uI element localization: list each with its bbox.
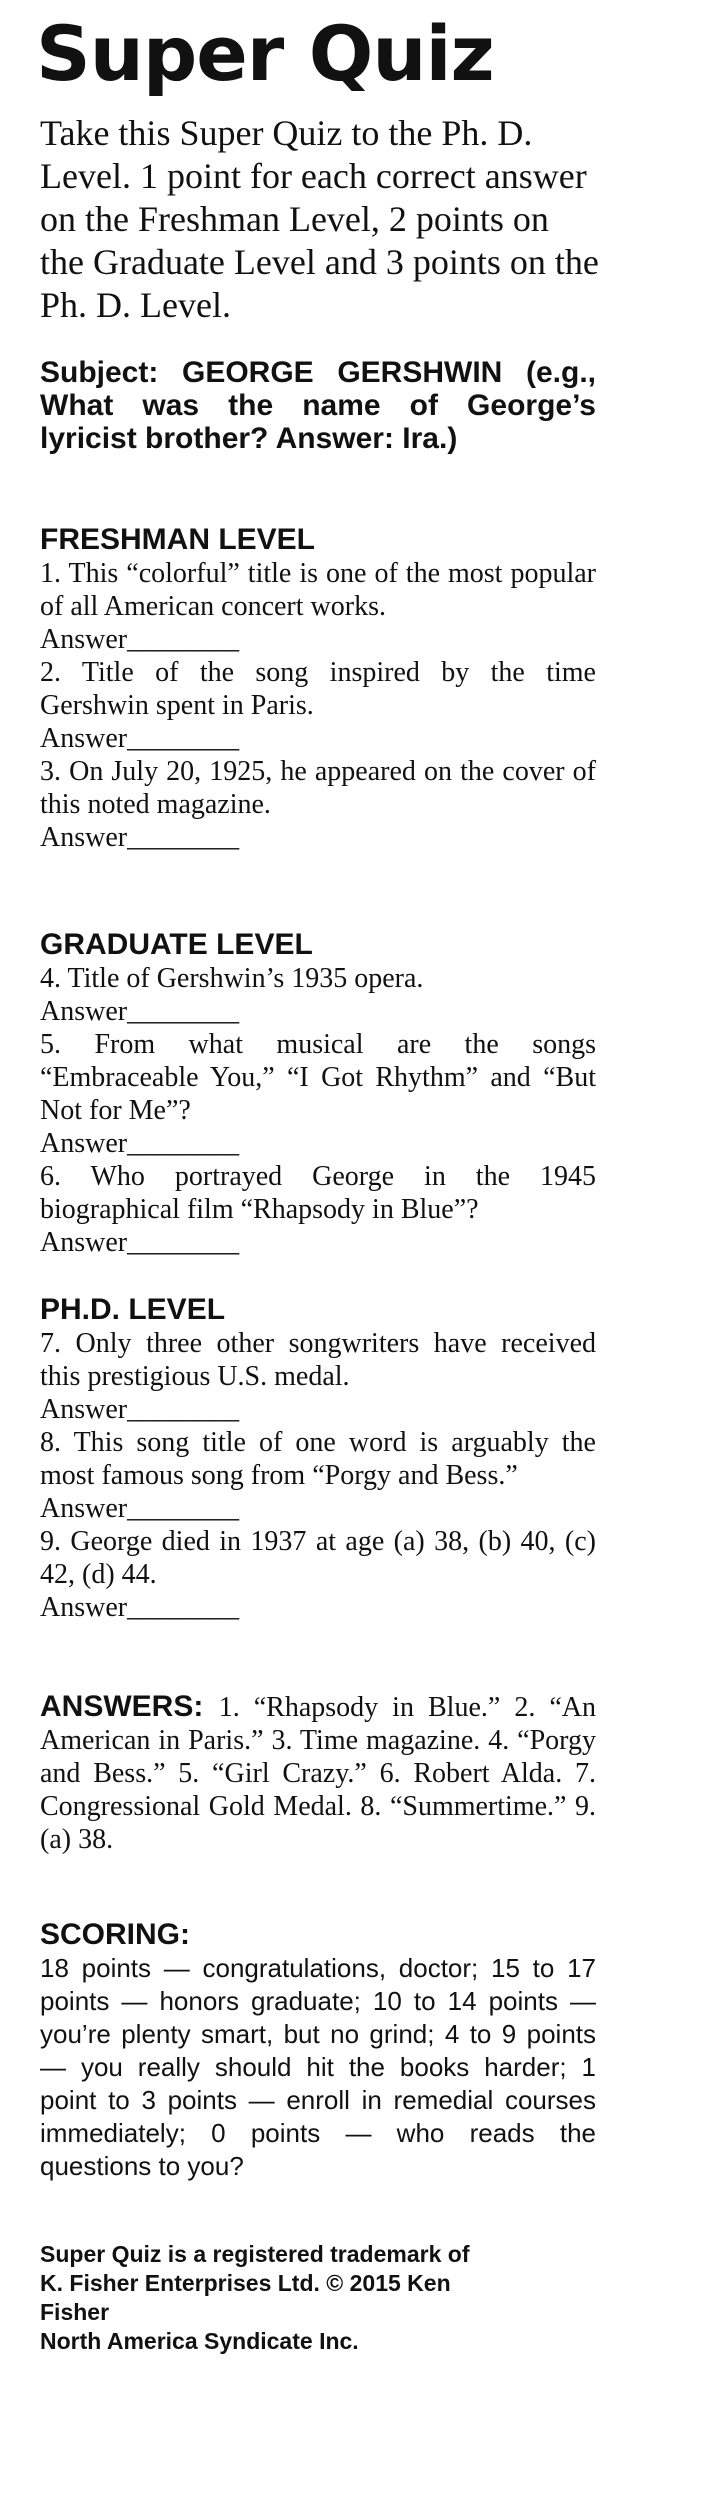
scoring-text: 18 points — congratulations, doctor; 15 to 17 points — honors graduate; 10 to 14 points — you’re plenty smart, but no grind; 4 to 9 points — you really should hit the books harder; 1 point to 3 points — enroll in remedial courses immediately; 0 points — who reads the questions to you?: [40, 1953, 596, 2181]
graduate-section: [40, 928, 596, 1259]
question-4: 4. Title of Gershwin’s 1935 opera.: [40, 963, 424, 994]
scoring-section: [40, 1918, 596, 2183]
answer-blank-7: Answer________: [40, 1394, 240, 1425]
freshman-heading: FRESHMAN LEVEL: [40, 523, 316, 556]
answer-blank-6: Answer________: [40, 1227, 240, 1258]
answers-heading: ANSWERS:: [40, 1690, 219, 1723]
footer-line-1: Super Quiz is a registered trademark of: [40, 2241, 470, 2267]
answer-blank-4: Answer________: [40, 996, 240, 1027]
question-8: 8. This song title of one word is arguably the most famous song from “Porgy and Bess.”: [40, 1427, 596, 1491]
answers-section: [40, 1690, 596, 1856]
footer-line-4: North America Syndicate Inc.: [40, 2328, 359, 2354]
intro-text: Take this Super Quiz to the Ph. D. Level. 1 point for each correct answer on the Freshman Level, 2 points on the Graduate Level and 3 points on the Ph. D. Level.: [40, 113, 599, 325]
answer-blank-2: Answer________: [40, 723, 240, 754]
scoring-heading: SCORING:: [40, 1918, 190, 1951]
answer-blank-3: Answer________: [40, 822, 240, 853]
phd-heading: PH.D. LEVEL: [40, 1293, 226, 1326]
question-5: 5. From what musical are the songs “Embraceable You,” “I Got Rhythm” and “But Not for Me”?: [40, 1029, 596, 1126]
subject-line: Subject: GEORGE GERSHWIN (e.g., What was the name of George’s lyricist brother? Answer: Ira.): [40, 356, 596, 455]
question-1: 1. This “colorful” title is one of the most popular of all American concert works.: [40, 558, 596, 622]
answer-blank-8: Answer________: [40, 1493, 240, 1524]
footer-line-3: Fisher: [40, 2299, 110, 2325]
question-9: 9. George died in 1937 at age (a) 38, (b) 40, (c) 42, (d) 44.: [40, 1526, 596, 1590]
question-6: 6. Who portrayed George in the 1945 biographical film “Rhapsody in Blue”?: [40, 1161, 596, 1225]
question-7: 7. Only three other songwriters have received this prestigious U.S. medal.: [40, 1328, 596, 1392]
question-2: 2. Title of the song inspired by the time Gershwin spent in Paris.: [40, 657, 596, 721]
footer-line-2: K. Fisher Enterprises Ltd. © 2015 Ken: [40, 2270, 451, 2296]
answer-blank-9: Answer________: [40, 1592, 240, 1623]
trademark-footer: [40, 2240, 596, 2356]
answer-blank-1: Answer________: [40, 624, 240, 655]
page-title: Super Quiz: [36, 9, 494, 98]
phd-section: [40, 1293, 596, 1624]
graduate-heading: GRADUATE LEVEL: [40, 928, 313, 961]
answers-text: 1. “Rhapsody in Blue.” 2. “An American in Paris.” 3. Time magazine. 4. “Porgy and Bess.” 5. “Girl Crazy.” 6. Robert Alda. 7. Congressional Gold Medal. 8. “Summertime.” 9. (a) 38.: [40, 1692, 596, 1855]
freshman-section: [40, 523, 596, 854]
answer-blank-5: Answer________: [40, 1128, 240, 1159]
question-3: 3. On July 20, 1925, he appeared on the cover of this noted magazine.: [40, 756, 596, 820]
